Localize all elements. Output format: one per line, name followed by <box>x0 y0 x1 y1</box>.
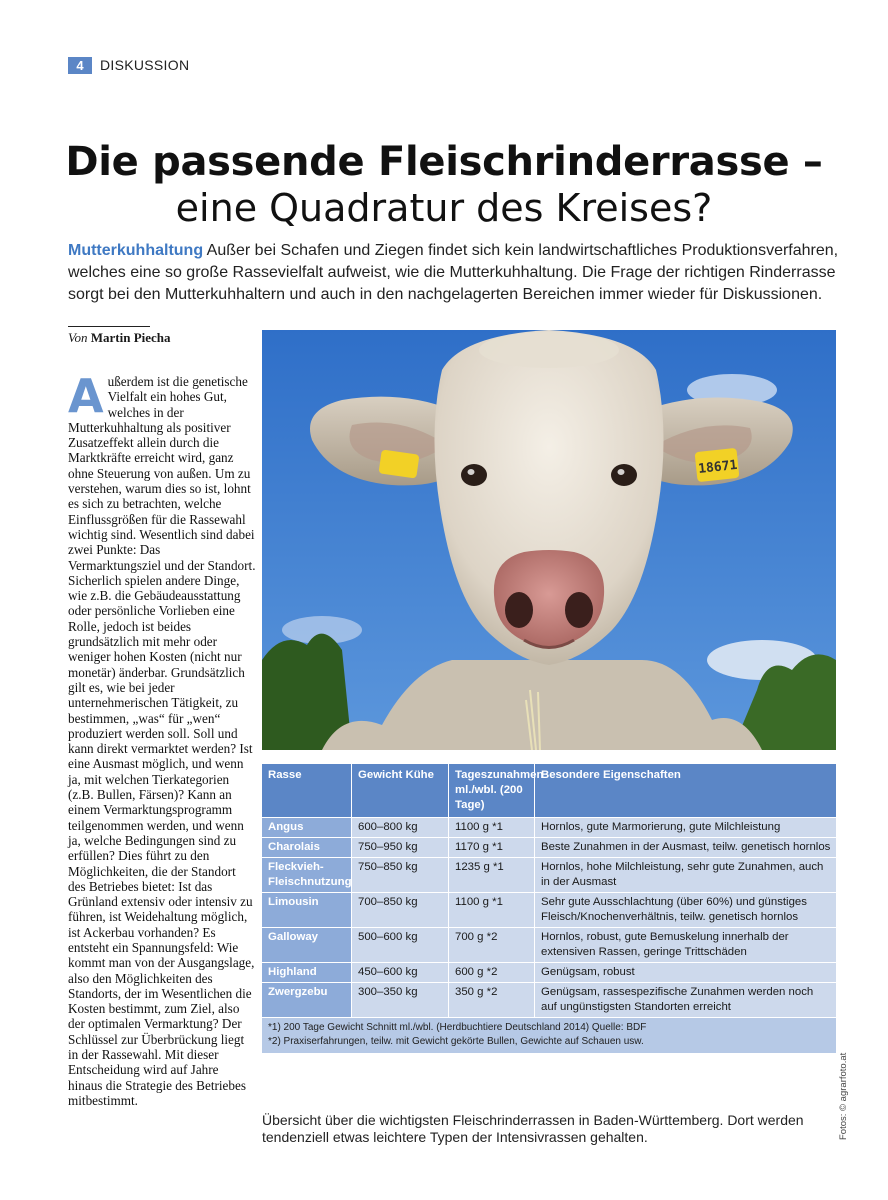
body-text <box>68 369 256 1108</box>
cell-zunahmen: 600 g *2 <box>449 963 535 982</box>
cell-eigenschaften: Beste Zunahmen in der Ausmast, teilw. genetisch hornlos <box>535 838 836 857</box>
header-rasse: Rasse <box>262 764 352 817</box>
cell-gewicht: 750–850 kg <box>352 858 449 892</box>
cell-zunahmen: 1100 g *1 <box>449 818 535 837</box>
table-row <box>262 927 836 962</box>
cell-gewicht: 750–950 kg <box>352 838 449 857</box>
table-footnotes <box>262 1017 836 1053</box>
header-gewicht: Gewicht Kühe <box>352 764 449 817</box>
cell-gewicht: 700–850 kg <box>352 893 449 927</box>
header-eigenschaften: Besondere Eigenschaften <box>541 769 681 781</box>
table-row <box>262 857 836 892</box>
cell-zunahmen: 1100 g *1 <box>449 893 535 927</box>
cell-eigenschaften: Sehr gute Ausschlachtung (über 60%) und günstiges Fleisch/Knochenverhältnis, teilw. genetisch hornlos <box>535 893 836 927</box>
cell-zunahmen: 350 g *2 <box>449 983 535 1017</box>
cell-rasse: Galloway <box>262 928 352 962</box>
cell-gewicht: 500–600 kg <box>352 928 449 962</box>
breeds-table <box>262 764 836 1053</box>
cell-zunahmen: 1235 g *1 <box>449 858 535 892</box>
table-caption: Übersicht über die wichtigsten Fleischrinderrassen in Baden-Württemberg. Dort werden tendenziell etwas leichtere Typen der Intensivrassen gehalten. <box>262 1112 804 1145</box>
table-row <box>262 962 836 982</box>
cell-rasse: Angus <box>262 818 352 837</box>
section-label: DISKUSSION <box>100 57 190 73</box>
table-row <box>262 837 836 857</box>
cell-rasse: Highland <box>262 963 352 982</box>
page-number: 4 <box>68 57 92 74</box>
cell-eigenschaften: Hornlos, gute Marmorierung, gute Milchleistung <box>535 818 836 837</box>
cell-eigenschaften: Hornlos, robust, gute Bemuskelung innerhalb der extensiven Rassen, geringe Trittschäden <box>535 928 836 962</box>
subheadline: eine Quadratur des Kreises? <box>175 186 713 230</box>
photo-credit: Fotos: © agrarfoto.at <box>838 1052 849 1140</box>
cell-gewicht: 450–600 kg <box>352 963 449 982</box>
byline-prefix: Von <box>68 330 88 345</box>
table-row <box>262 892 836 927</box>
lead-text: Außer bei Schafen und Ziegen findet sich kein landwirtschaftliches Produktionsverfahren, welches eine so große Rassevielfalt aufweist, wie die Mutterkuhhaltung. Die Frage der richtigen Rinderrasse sorgt bei den Mutterkuhhaltern und auch in den nachgelagerten Bereichen immer wieder für Diskussionen. <box>68 242 839 303</box>
page-header <box>68 56 189 74</box>
header-tageszunahmen: Tageszunahmen ml./wbl. (200 Tage) <box>449 764 535 817</box>
lead-paragraph <box>68 240 844 306</box>
headline: Die passende Fleischrinderrasse – <box>65 139 823 185</box>
table-header-row <box>262 764 836 817</box>
lead-keyword: Mutterkuhhaltung <box>68 242 204 259</box>
body-paragraph: ußerdem ist die genetische Vielfalt ein hohes Gut, welches in der Mutterkuhhaltung als positiver Zusatzeffekt allein durch die Marktkräfte erreicht wird, ganz ohne Steuerung von außen. Um zu verstehen, warum dies so ist, lohnt es sich zu betrachten, welche Einflussgrößen für die Rassewahl wichtig sind. Wesentlich sind dabei zwei Punkte: Das Vermarktungsziel und der Standort. Sicherlich spielen andere Dinge, wie z.B. die Gebäudeausstattung oder persönliche Vorlieben eine Rolle, jedoch ist beides grundsätzlich mit mehr oder weniger hohen Kosten (nicht nur monetär) änderbar. Grundsätzlich gilt es, wie bei jeder unternehmerischen Tätigkeit, zu bestimmen, „was“ für „wen“ produziert werden soll. Soll und kann direkt vermarktet werden? Ist eine Ausmast möglich, und wenn ja, mit welchen Tierkategorien (z.B. Bullen, Färsen)? Kann an einem Vermarktungsprogramm teilgenommen werden, und wenn ja, welche Bedingungen sind zu erfüllen? Dies führt zu den Möglichkeiten, die der Standort des Betriebes bietet: Ist das Grünland extensiv oder intensiv zu führen, ist Weidehaltung möglich, ist Ackerbau vorhanden? Es entsteht ein Spannungsfeld: Wie kommt man von der Ausgangslage, also den Möglichkeiten des Standorts, der im Wesentlichen die Kosten bestimmt, zum Ziel, also der optimalen Vermarktung? Der Schlüssel zur Überbrückung liegt in der Rassewahl. Mit dieser Entscheidung wird auf Jahre hinaus die Strategie des Betriebes mitbestimmt. <box>68 374 256 1108</box>
cell-rasse: Fleckvieh-Fleischnutzung <box>262 858 352 892</box>
cell-eigenschaften: Genügsam, rassespezifische Zunahmen werden noch auf ungünstigsten Standorten erreicht <box>535 983 836 1017</box>
cell-zunahmen: 1170 g *1 <box>449 838 535 857</box>
cell-gewicht: 300–350 kg <box>352 983 449 1017</box>
cell-eigenschaften: Genügsam, robust <box>535 963 836 982</box>
cell-rasse: Limousin <box>262 893 352 927</box>
cell-gewicht: 600–800 kg <box>352 818 449 837</box>
table-row <box>262 982 836 1017</box>
cell-rasse: Charolais <box>262 838 352 857</box>
table-row <box>262 817 836 837</box>
cow-photo <box>262 330 836 750</box>
footnote-2: *2) Praxiserfahrungen, teilw. mit Gewicht gekörte Bullen, Gewichte auf Schauen usw. <box>268 1036 644 1047</box>
ear-tag-number: 18671 <box>697 457 739 477</box>
byline-author: Martin Piecha <box>90 330 171 345</box>
cell-eigenschaften: Hornlos, hohe Milchleistung, sehr gute Zunahmen, auch in der Ausmast <box>535 858 836 892</box>
cell-zunahmen: 700 g *2 <box>449 928 535 962</box>
byline <box>68 326 171 346</box>
cow-illustration <box>262 330 836 750</box>
footnote-1: *1) 200 Tage Gewicht Schnitt ml./wbl. (Herdbuchtiere Deutschland 2014) Quelle: BDF <box>268 1022 647 1033</box>
drop-cap: A <box>68 369 104 423</box>
cell-rasse: Zwergzebu <box>262 983 352 1017</box>
